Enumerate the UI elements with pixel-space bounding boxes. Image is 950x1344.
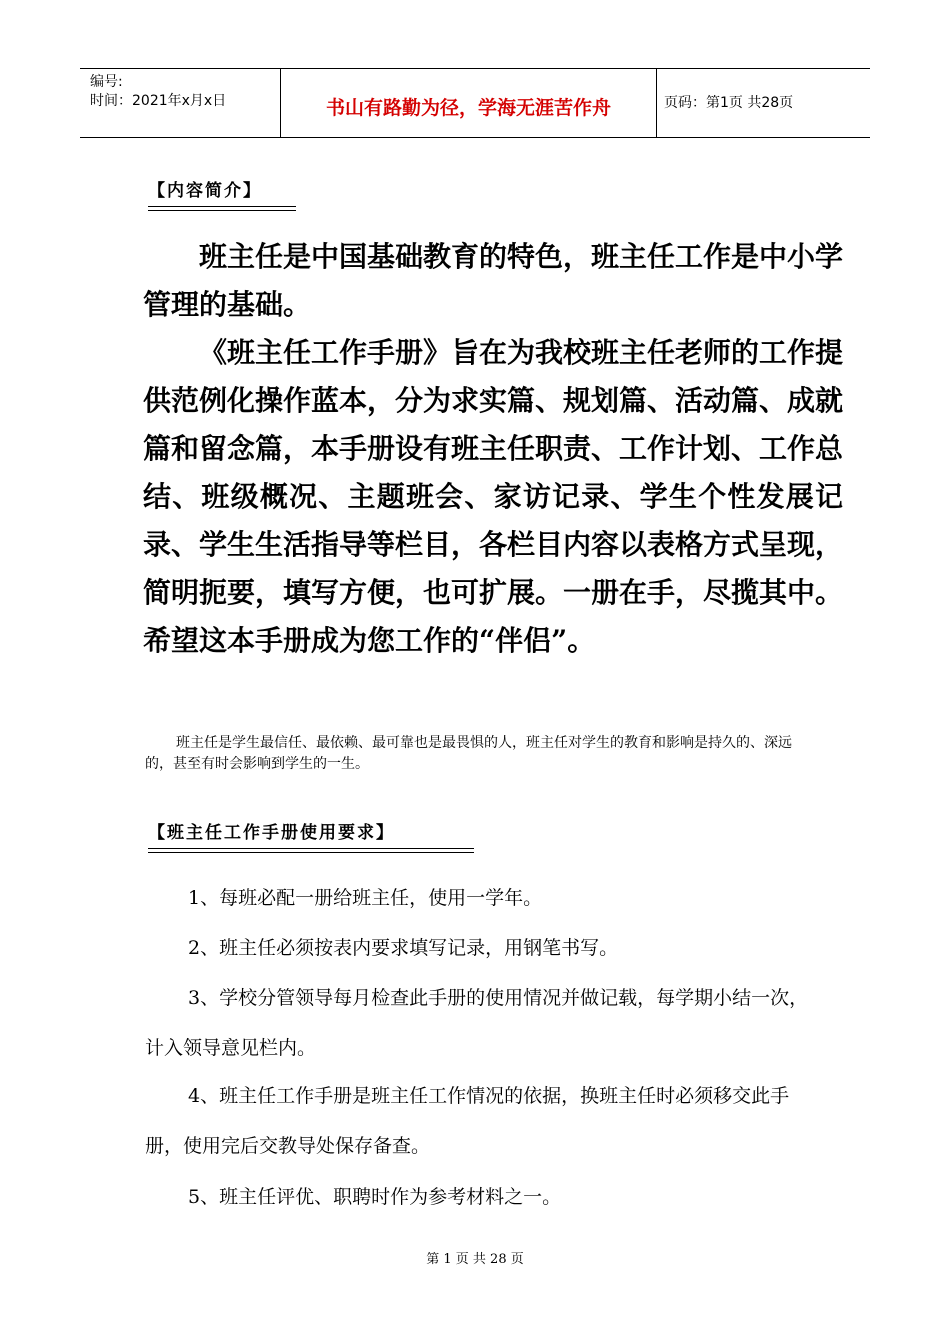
requirement-item-text: 3、学校分管领导每月检查此手册的使用情况并做记载，每学期小结一次，计入领导意见栏内。 xyxy=(145,987,809,1059)
intro-small-paragraph xyxy=(145,733,810,775)
header-table xyxy=(80,68,870,138)
header-left-cell xyxy=(80,69,280,137)
intro-paragraph-1 xyxy=(143,233,843,329)
intro-paragraph-1-text: 班主任是中国基础教育的特色，班主任工作是中小学管理的基础。 xyxy=(143,240,844,321)
page-footer: 第 1 页 共 28 页 xyxy=(426,1252,524,1267)
requirement-item xyxy=(145,973,810,1073)
heading-underline xyxy=(148,852,474,853)
number-label: 编号: xyxy=(90,74,123,90)
time-label: 时间：2021年x月x日 xyxy=(90,93,227,109)
requirement-item-text: 4、班主任工作手册是班主任工作情况的依据，换班主任时必须移交此手册，使用完后交教导处保存备查。 xyxy=(145,1085,790,1157)
intro-paragraph-2-text: 《班主任工作手册》旨在为我校班主任老师的工作提供范例化操作蓝本，分为求实篇、规划篇、活动篇、成就篇和留念篇，本手册设有班主任职责、工作计划、工作总结、班级概况、主题班会、家访记录、学生个性发展记录、学生生活指导等栏目，各栏目内容以表格方式呈现，简明扼要，填写方便，也可扩展。一册在手，尽揽其中。希望这本手册成为您工作的“伴侣”。 xyxy=(143,336,844,657)
requirements-heading xyxy=(148,818,474,843)
heading-underline xyxy=(148,206,296,207)
requirement-item-text: 2、班主任必须按表内要求填写记录，用钢笔书写。 xyxy=(188,937,619,959)
motto: 书山有路勤为径，学海无涯苦作舟 xyxy=(325,97,611,119)
requirement-item-text: 1、每班必配一册给班主任，使用一学年。 xyxy=(188,887,543,909)
page-info: 页码：第1页 共28页 xyxy=(664,95,794,111)
requirement-item xyxy=(145,1184,810,1210)
requirement-item xyxy=(145,1071,810,1171)
heading-underline xyxy=(148,848,474,849)
intro-heading xyxy=(148,176,296,201)
header-right-cell xyxy=(656,69,870,137)
intro-small-paragraph-text: 班主任是学生最信任、最依赖、最可靠也是最畏惧的人，班主任对学生的教育和影响是持久的、深远的，甚至有时会影响到学生的一生。 xyxy=(145,735,792,772)
intro-heading-text: 【内容简介】 xyxy=(148,181,262,201)
requirements-heading-text: 【班主任工作手册使用要求】 xyxy=(148,823,395,843)
heading-underline xyxy=(148,210,296,211)
requirement-item xyxy=(145,885,810,911)
requirement-item-text: 5、班主任评优、职聘时作为参考材料之一。 xyxy=(188,1186,562,1208)
intro-paragraph-2 xyxy=(143,329,843,665)
requirement-item xyxy=(145,935,810,961)
header-center-cell xyxy=(280,69,657,137)
